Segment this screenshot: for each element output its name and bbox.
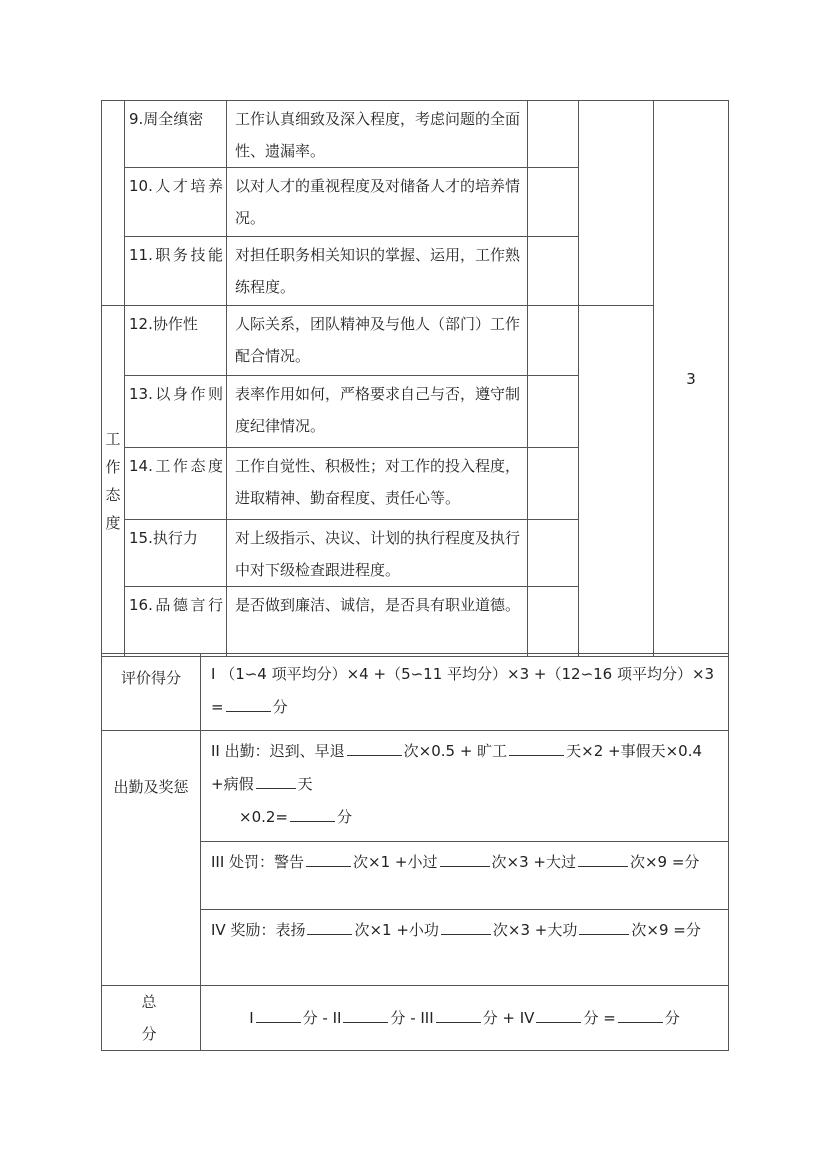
- score-cell: [528, 101, 579, 168]
- score-cell: [528, 520, 579, 587]
- text: 分 =: [583, 1009, 616, 1027]
- category-cell-prev: [102, 101, 125, 306]
- item-desc: 工作自觉性、积极性；对工作的投入程度，进取精神、勤奋程度、责任心等。: [227, 448, 528, 520]
- item-name: 13.以身作则: [125, 376, 227, 448]
- reward-formula: [201, 910, 729, 986]
- evaluation-row: [102, 654, 729, 731]
- evaluation-items-table: [101, 100, 729, 657]
- blank-field[interactable]: [436, 1004, 481, 1023]
- item-name: 12.协作性: [125, 306, 227, 376]
- table-row: [102, 306, 729, 376]
- score-cell: [528, 587, 579, 657]
- item-desc: 表率作用如何，严格要求自己与否，遵守制度纪律情况。: [227, 376, 528, 448]
- blank-field[interactable]: [226, 693, 271, 712]
- text: 天×2 +事假天×0.4 +病假: [211, 742, 703, 793]
- blank-field[interactable]: [306, 848, 351, 867]
- attendance-row: [102, 731, 729, 842]
- text: 次×1 +小过: [353, 853, 438, 871]
- item-name: 14.工作态度: [125, 448, 227, 520]
- text: 天: [297, 775, 313, 793]
- text: 次×3 +大过: [491, 853, 576, 871]
- category-char: 度: [105, 514, 121, 532]
- blank-field[interactable]: [256, 770, 296, 789]
- total-row: [102, 986, 729, 1051]
- blank-field[interactable]: [290, 803, 335, 822]
- weight-cell: [579, 101, 654, 306]
- blank-field[interactable]: [347, 737, 402, 756]
- text: 次×3 +大功: [492, 921, 578, 939]
- evaluation-formula: [201, 654, 729, 731]
- category-char: 作: [105, 458, 121, 476]
- text: 分 - II: [302, 1009, 342, 1027]
- blank-field[interactable]: [307, 916, 352, 935]
- blank-field[interactable]: [578, 848, 628, 867]
- item-name: 16.品德言行: [125, 587, 227, 657]
- text: 分 - III: [390, 1009, 434, 1027]
- category-char: 态: [105, 486, 121, 504]
- blank-field[interactable]: [343, 1004, 388, 1023]
- item-name: 15.执行力: [125, 520, 227, 587]
- text: 分: [337, 808, 353, 826]
- text: IV 奖励：表扬: [211, 921, 306, 939]
- text: 分 + IV: [482, 1009, 535, 1027]
- evaluation-label: 评价得分: [102, 654, 201, 731]
- weight-cell: [579, 306, 654, 657]
- score-cell: [528, 168, 579, 237]
- total-label: 总分: [102, 986, 201, 1051]
- item-desc: 是否做到廉洁、诚信，是否具有职业道德。: [227, 587, 528, 657]
- category-char: 工: [105, 430, 121, 448]
- table-row: [102, 101, 729, 168]
- attendance-label: 出勤及奖惩: [102, 731, 201, 986]
- blank-field[interactable]: [440, 848, 490, 867]
- summary-table: [101, 653, 729, 1051]
- text: ×0.2=: [239, 808, 288, 826]
- text: 次×9 =分: [631, 921, 701, 939]
- item-desc: 以对人才的重视程度及对储备人才的培养情况。: [227, 168, 528, 237]
- blank-field[interactable]: [256, 1004, 301, 1023]
- text: 次×9 =分: [629, 853, 700, 871]
- blank-field[interactable]: [509, 737, 564, 756]
- item-name: 10.人才培养: [125, 168, 227, 237]
- item-desc: 工作认真细致及深入程度，考虑问题的全面性、遗漏率。: [227, 101, 528, 168]
- item-desc: 对担任职务相关知识的掌握、运用，工作熟练程度。: [227, 237, 528, 306]
- item-name: 11.职务技能: [125, 237, 227, 306]
- text: I: [249, 1009, 254, 1027]
- unit-text: 分: [272, 698, 288, 716]
- text: 分: [664, 1009, 680, 1027]
- blank-field[interactable]: [618, 1004, 663, 1023]
- score-cell: [528, 306, 579, 376]
- weight-value: 3: [654, 101, 729, 657]
- total-formula: [201, 986, 729, 1051]
- text: 次×1 +小功: [354, 921, 439, 939]
- text: III 处罚：警告: [211, 853, 305, 871]
- category-work-attitude: [102, 306, 125, 657]
- item-name: 9.周全缜密: [125, 101, 227, 168]
- penalty-formula: [201, 842, 729, 910]
- blank-field[interactable]: [579, 916, 629, 935]
- formula-text: I （1∽4 项平均分）×4 +（5∽11 平均分）×3 +（12∽16 项平均分）×3 =: [211, 665, 715, 716]
- blank-field[interactable]: [536, 1004, 581, 1023]
- blank-field[interactable]: [441, 916, 491, 935]
- item-desc: 对上级指示、决议、计划的执行程度及执行中对下级检查跟进程度。: [227, 520, 528, 587]
- text: 次×0.5 + 旷工: [403, 742, 508, 760]
- text: II 出勤：迟到、早退: [211, 742, 345, 760]
- score-cell: [528, 237, 579, 306]
- indent-line: [211, 801, 720, 834]
- score-cell: [528, 376, 579, 448]
- item-desc: 人际关系，团队精神及与他人（部门）工作配合情况。: [227, 306, 528, 376]
- score-cell: [528, 448, 579, 520]
- attendance-formula: [201, 731, 729, 842]
